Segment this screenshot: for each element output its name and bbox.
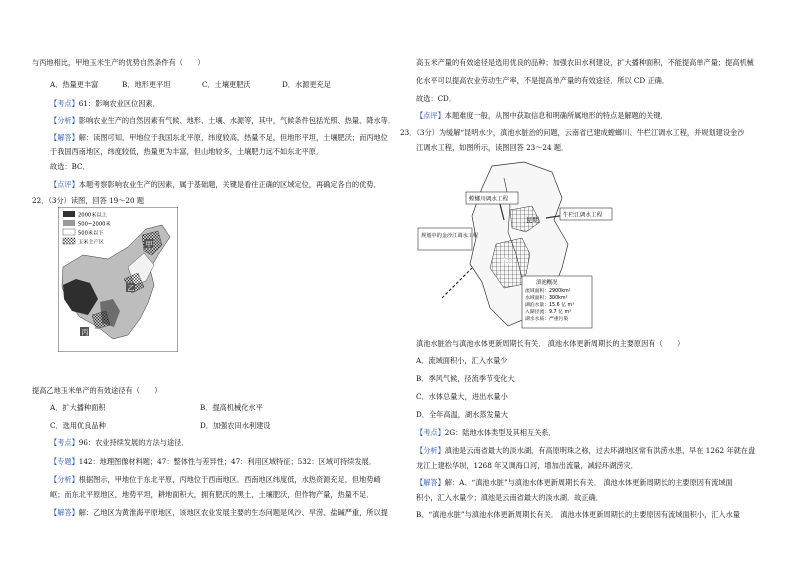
- legend-swatch-high: [63, 211, 75, 217]
- q22-option-d: D．加强农田水利建设: [200, 421, 271, 430]
- jinshajiang-route: [442, 268, 472, 298]
- kunming-label: 昆明: [526, 216, 539, 224]
- q23-intro-2: 江调水工程，如图所示，读图回答 23～24 题．: [416, 143, 569, 152]
- zhuanti-text: 142：地理图像材料题；47：整体性与差异性；47：利用区域特征；532：区域可持续发展．: [78, 457, 377, 466]
- q23-option-d: D．全年高温，湖水蒸发量大: [416, 410, 509, 419]
- fenxi3-text-2: 龙江上建松华坝，1268 年又调海口河，增加出流量，减轻环湖涝灾．: [416, 461, 638, 470]
- kaodian-text: 61：影响农业区位因素．: [78, 99, 160, 108]
- dianchi-watershed-map: [412, 158, 626, 333]
- tanglangchuan-label: 螳螂川调水工程: [469, 196, 509, 203]
- q23-option-a: A．流域面积小，汇入水量少: [416, 356, 508, 365]
- zhuanti-row: [50, 457, 376, 466]
- kaodian2-row: [50, 438, 189, 447]
- legend-label-high: 2000米以上: [78, 212, 107, 219]
- fenxi2-tag: 【分析】: [50, 475, 79, 484]
- kaodian-tag: 【考点】: [50, 99, 79, 108]
- q23-intro-1: 23．（3分）为缓解“昆明水少，滇池水脏治的问题，云南省已建成螳螂川、牛栏江调水工程，并规划建设金沙: [400, 128, 745, 137]
- fenxi3-text-1: 滇池是云南省最大的淡水湖，有高原明珠之称，过去环湖地区常有洪涝水患，早在 1262 年就在盘: [444, 446, 756, 455]
- q22-option-a: A．扩大播种面积: [50, 403, 106, 412]
- info-line-4: 入湖径流：9.7 亿 m³: [525, 310, 572, 315]
- q21-option-c: C．土壤更肥沃: [202, 80, 251, 89]
- jieda3-tag: 【解答】: [416, 478, 445, 487]
- q22-option-b: B．提高机械化水平: [200, 403, 263, 412]
- q22-option-c: C．选用优良品种: [50, 421, 106, 430]
- fenxi2-text-2: 岖；而东北平原地区，地势平坦，耕地面积大，拥有肥沃的黑土，土壤肥沃，但作物产量，热量不足．: [50, 490, 374, 499]
- kaodian3-tag: 【考点】: [416, 428, 445, 437]
- q22-question: 提高乙地玉米单产的有效途径有（ ）: [32, 386, 162, 395]
- q22-answer-line: 故选：CD．: [416, 94, 457, 103]
- fenxi-row: [50, 116, 395, 125]
- q23-question: 滇池水脏治与滇池水体更新周期长有关． 滇池水体更新周期长的主要原因有（ ）: [416, 339, 685, 348]
- q22-header: 22．（3分）读图，回答 19～20 题: [32, 196, 145, 205]
- niulanjiang-label: 牛栏江调水工程: [563, 212, 603, 219]
- dianping2-tag: 【点评】: [416, 111, 445, 120]
- fenxi3-row: [416, 446, 755, 455]
- jieda3-text-3: B、“滇池水脏”与滇池水体更新周期长有关． 滇池水体更新周期长的主要原因有流域面积小，汇入水量: [416, 510, 740, 519]
- dianchi-label: 滇池: [500, 258, 514, 266]
- info-title: 滇池概况: [536, 280, 558, 286]
- fenxi2-text-1: 根据图示，甲地位于东北平原，丙地位于西南地区．西南地区纬度低，水热资源充足，但地势崎: [78, 475, 381, 484]
- jinshajiang-box: [418, 228, 472, 250]
- legend-swatch-mid: [63, 220, 75, 226]
- jieda2-row: [50, 508, 388, 517]
- q23-option-c: C．水体总量大，进出水量小: [416, 392, 508, 401]
- legend-label-mid: 500~2000米: [78, 221, 111, 228]
- q21-option-d: D．水源更充足: [282, 80, 331, 89]
- fenxi3-tag: 【分析】: [416, 446, 445, 455]
- info-line-2: 水域面积：300km²: [525, 296, 568, 301]
- kaodian2-text: 96：农业持续发展的方法与途径．: [78, 438, 189, 447]
- jieda2-tag: 【解答】: [50, 508, 79, 517]
- q22-answer-cont-1: 高玉米产量的有效途径是选用优良的品种；加强农田水利建设，扩大播种面积，不能提高单产量；提高机械: [416, 58, 754, 67]
- zhuanti-tag: 【专题】: [50, 457, 79, 466]
- q23-option-b: B．季风气候，径流季节变化大: [416, 374, 515, 383]
- region-label-yi: 乙: [127, 284, 135, 293]
- kaodian2-tag: 【考点】: [50, 438, 79, 447]
- dianping2-text: 本题难度一般，从图中获取信息和明确所属地形的特点是解题的关键．: [444, 111, 668, 120]
- kaodian3-row: [416, 428, 556, 437]
- region-label-jia: 甲: [145, 240, 153, 249]
- dianping-text: 本题考察影响农业生产的因素，属于基础题，关键是看往正确的区域定位，再确定各自的优势．: [78, 180, 381, 189]
- fenxi-tag: 【分析】: [50, 116, 79, 125]
- fenxi-text: 影响农业生产的自然因素有气候、地形、土壤、水源等，其中，气候条件包括光照、热量、降水等．: [78, 116, 396, 125]
- china-terrain-map: [58, 207, 178, 352]
- info-line-3: 湖泊水量：15.6 亿 m³: [525, 303, 575, 308]
- q21-intro: 与丙地相比，甲地玉米生产的优势自然条件有（ ）: [32, 58, 205, 67]
- jieda-tag: 【解答】: [50, 133, 79, 142]
- info-line-1: 流域面积：2900km²: [525, 289, 571, 294]
- answer-line: 故选：BC．: [50, 162, 90, 171]
- fenxi2-row: [50, 475, 381, 484]
- jieda2-text-1: 解：乙地区为黄淮海平原地区，该地区农业发展主要的生态问题是风沙、旱涝、盐碱严重，所以提: [78, 508, 388, 517]
- jieda3-row: [416, 478, 733, 487]
- legend-swatch-corn: [63, 238, 75, 244]
- info-line-5: 湖水水质：严重污染: [525, 317, 569, 322]
- jieda-text-1: 解：读图可知，甲地位于我国东北平原，纬度较高，热量不足，但地形平坦，土壤肥沃；而丙地位: [78, 133, 388, 142]
- q21-option-b: B．地形更平坦: [122, 80, 171, 89]
- q21-option-a: A．热量更丰富: [50, 80, 99, 89]
- jieda3-text-2: 积小，汇入水量少；滇池是云南省最大的淡水湖．故正确．: [416, 493, 603, 502]
- legend-label-corn: 玉米主产区: [78, 239, 104, 246]
- jieda3-text-1: 解：A、“滇池水脏”与滇池水体更新周期长有关． 滇池水体更新周期长的主要原因有流域面: [444, 478, 733, 487]
- legend-swatch-low: [63, 229, 75, 235]
- jinshajiang-label: 规划中的金沙江调水工程: [421, 233, 479, 239]
- jieda-row-1: [50, 133, 388, 142]
- dianping-tag: 【点评】: [50, 180, 79, 189]
- jieda-text-2: 于我国西南地区，纬度较低，热量更为丰富，但山地较多，土壤肥力远不如东北平原．: [50, 147, 324, 156]
- dianping-row: [50, 180, 381, 189]
- kaodian3-text: 2G：陆地水体类型及其相互关系．: [444, 428, 556, 437]
- dianping2-row: [416, 111, 668, 120]
- legend-label-low: 500米以下: [78, 230, 104, 237]
- kaodian-row: [50, 99, 160, 108]
- q22-answer-cont-2: 化水平可以提高农业劳动生产率，不是提高单产量的有效途径．所以 CD 正确．: [416, 76, 670, 85]
- region-label-bing: 丙: [81, 328, 89, 337]
